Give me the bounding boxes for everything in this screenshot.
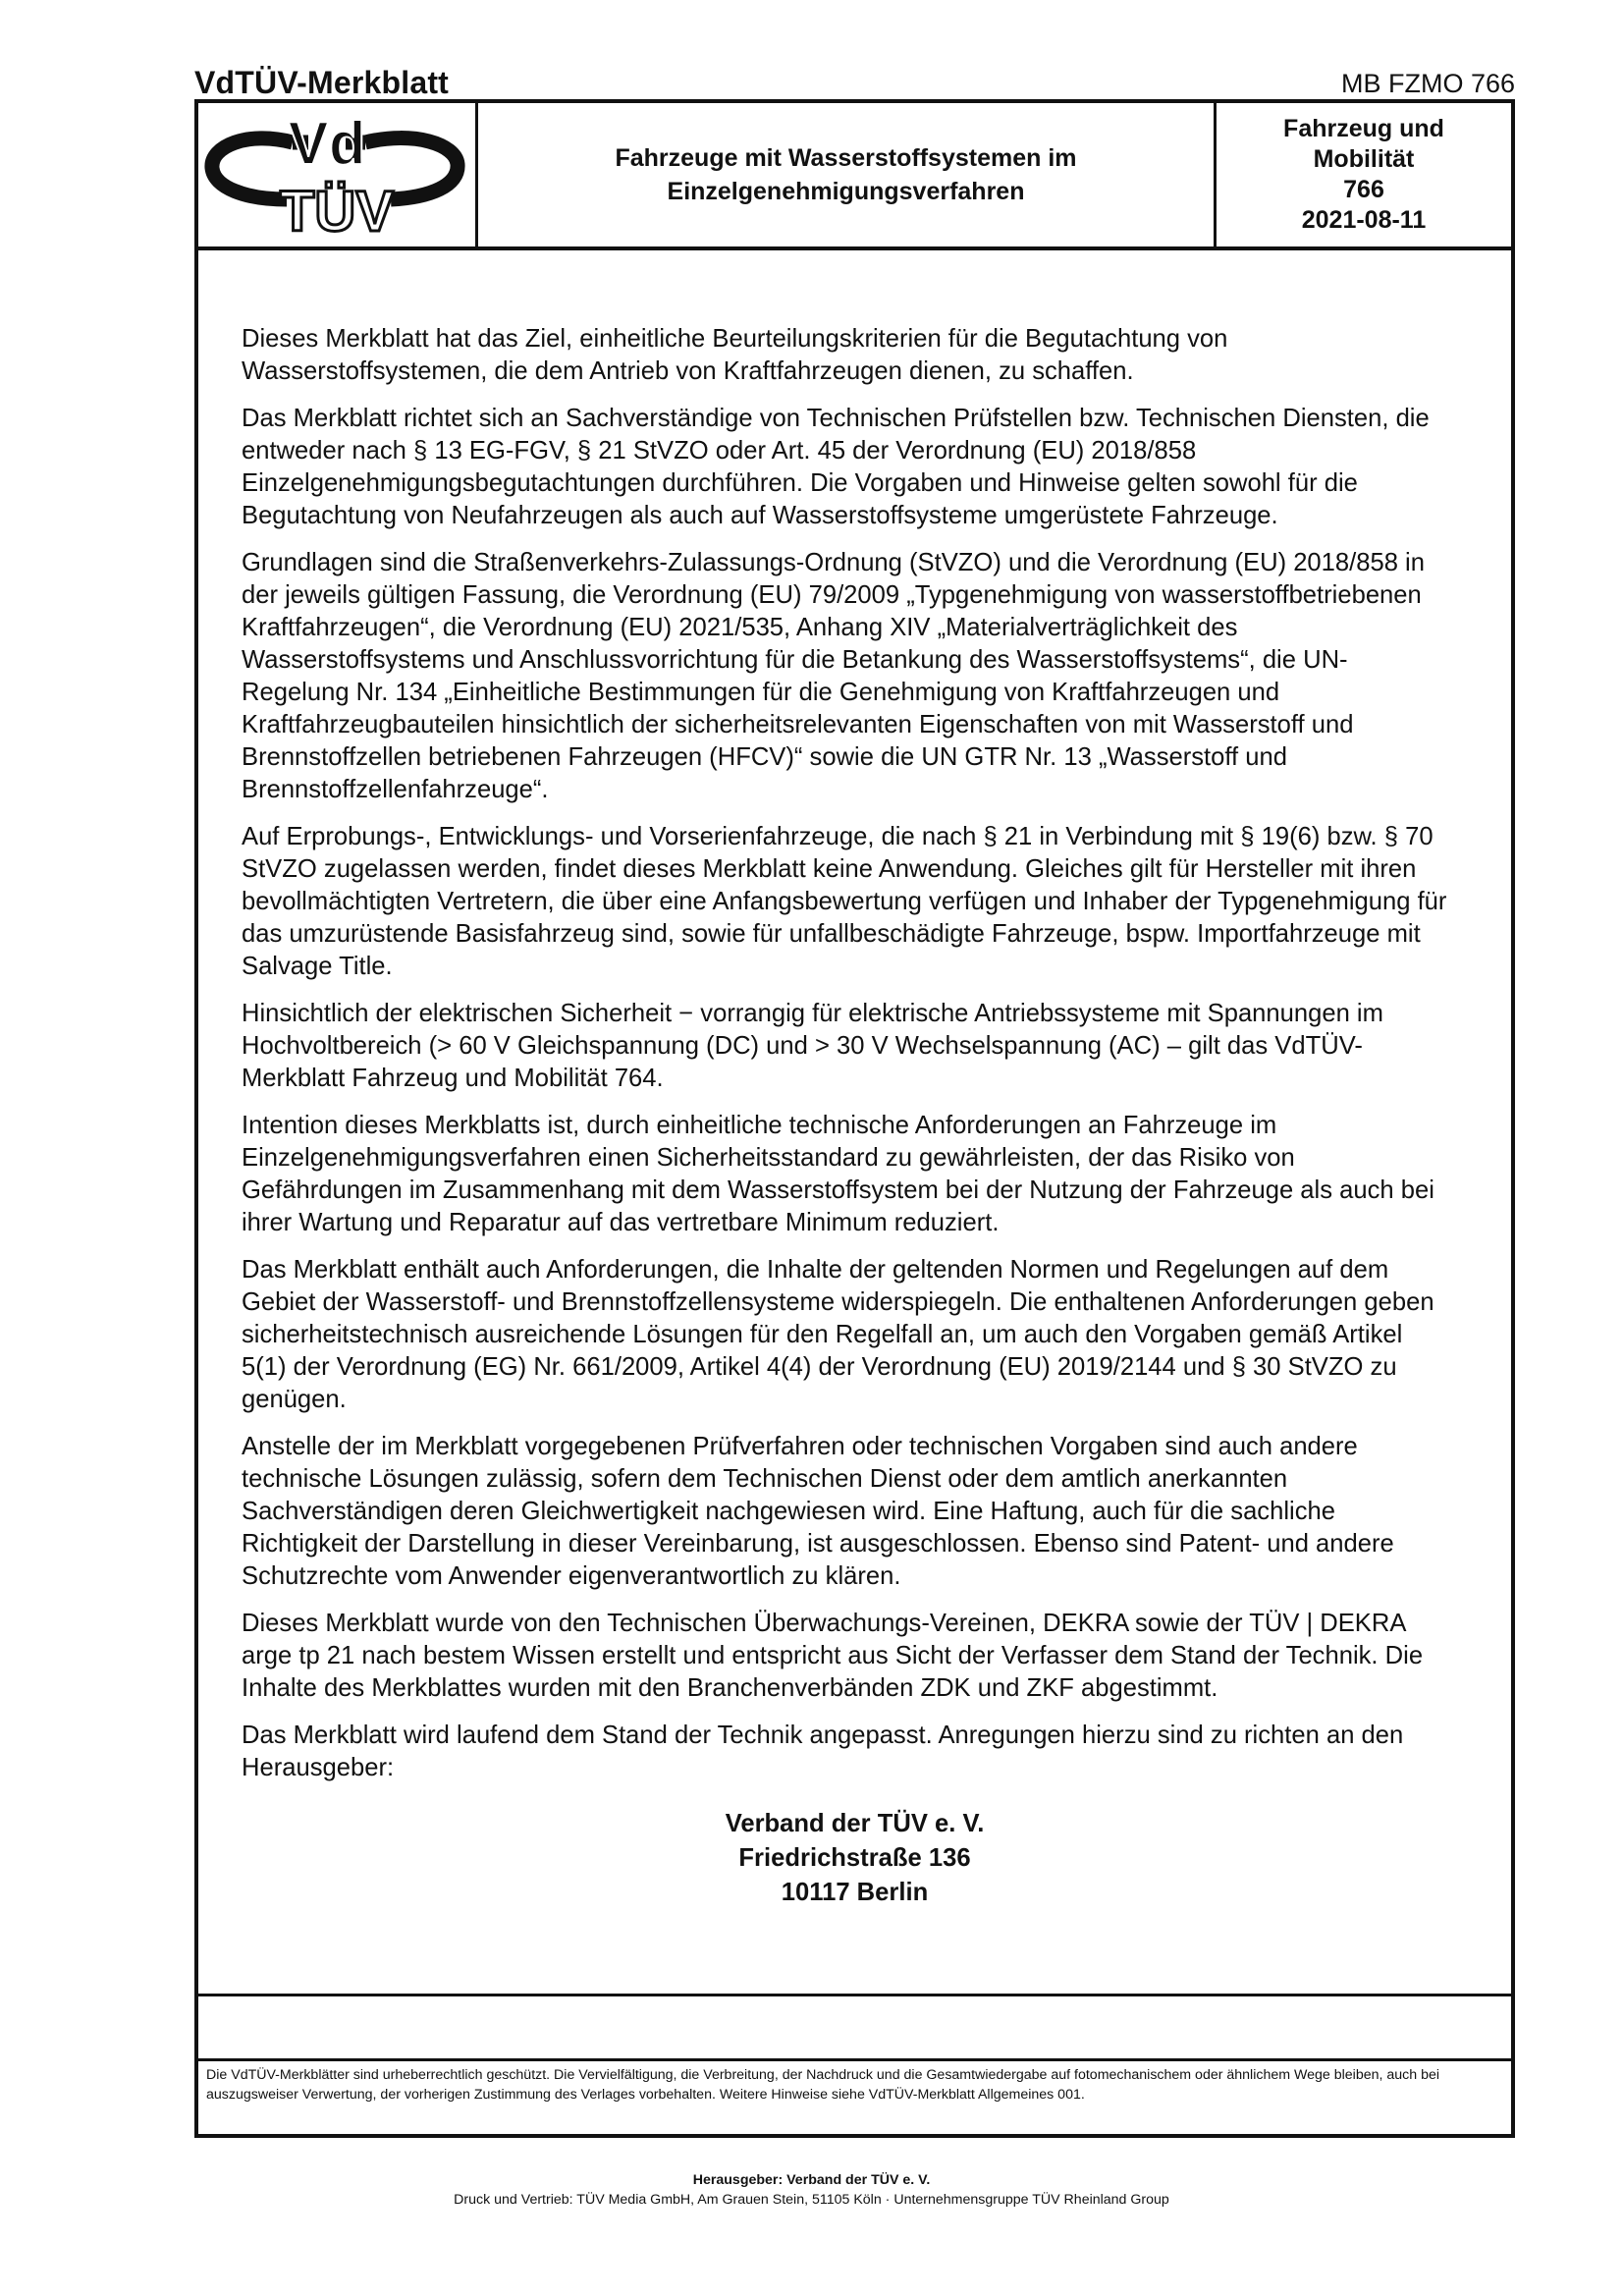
publisher-address bbox=[198, 1807, 1511, 1910]
logo-cell bbox=[198, 103, 478, 246]
paragraph: Dieses Merkblatt hat das Ziel, einheitliche Beurteilungskriterien für die Begutachtung von Wasserstoffsystemen, die dem Antrieb von Kraftfahrzeugen dienen, zu schaffen. bbox=[242, 325, 1228, 385]
divider bbox=[198, 2058, 1511, 2061]
address-city: 10117 Berlin bbox=[781, 1879, 929, 1906]
footer-printer: Druck und Vertrieb: TÜV Media GmbH, Am Grauen Stein, 51105 Köln · Unternehmensgruppe TÜV Rheinland Group bbox=[454, 2192, 1169, 2208]
meta-category-2: Mobilität bbox=[1313, 145, 1415, 173]
document-code: MB FZMO 766 bbox=[1340, 69, 1515, 98]
paragraph: Auf Erprobungs-, Entwicklungs- und Vorserienfahrzeuge, die nach § 21 in Verbindung mit § 19(6) bzw. § 70 StVZO zugelassen werden, findet dieses Merkblatt keine Anwendung. Gleiches gilt für Hersteller mit ihren bevollmächtigten Vertretern, die über eine Anfangsbewertung verfügen und Inhaber der Typgenehmigung für das umzurüstende Basisfahrzeug sind, sowie für unfallbeschädigte Fahrzeuge, bspw. Importfahrzeuge mit Salvage Title. bbox=[242, 823, 1447, 980]
footer-publisher: Herausgeber: Verband der TÜV e. V. bbox=[692, 2172, 931, 2188]
document-frame bbox=[194, 99, 1515, 2138]
logo-text-tuev: TÜV bbox=[280, 180, 394, 244]
meta-number: 766 bbox=[1343, 176, 1384, 203]
paragraph: Anstelle der im Merkblatt vorgegebenen Prüfverfahren oder technischen Vorgaben sind auch andere technische Lösungen zulässig, sofern dem Technischen Dienst oder dem amtlich anerkannten Sachverständigen deren Gleichwertigkeit nachgewiesen wird. Eine Haftung, auch für die sachliche Richtigkeit der Darstellung in dieser Vereinbarung, ist ausgeschlossen. Ebenso sind Patent- und andere Schutzrechte vom Anwender eigenverantwortlich zu klären. bbox=[242, 1433, 1394, 1590]
vdtuev-logo bbox=[198, 103, 475, 246]
title-line-2: Einzelgenehmigungsverfahren bbox=[667, 178, 1025, 205]
header-table bbox=[198, 103, 1511, 250]
paragraph: Grundlagen sind die Straßenverkehrs-Zulassungs-Ordnung (StVZO) und die Verordnung (EU) 2018/858 in der jeweils gültigen Fassung, die Verordnung (EU) 79/2009 „Typgenehmigung von wasserstoffbetriebenen Kraftfahrzeugen“, die Verordnung (EU) 2021/535, Anhang XIV „Materialverträglichkeit des Wasserstoffsystems und Anschlussvorrichtung für die Betankung des Wasserstoffsystems“, die UN-Regelung Nr. 134 „Einheitliche Bestimmungen für die Genehmigung von Kraftfahrzeugen und Kraftfahrzeugbauteilen hinsichtlich der sicherheitsrelevanten Eigenschaften von mit Wasserstoff und Brennstoffzellen betriebenen Fahrzeugen (HFCV)“ sowie die UN GTR Nr. 13 „Wasserstoff und Brennstoffzellenfahrzeuge“. bbox=[242, 549, 1425, 803]
divider bbox=[198, 1994, 1511, 1996]
paragraph: Das Merkblatt enthält auch Anforderungen, die Inhalte der geltenden Normen und Regelungen auf dem Gebiet der Wasserstoff- und Brennstoffzellensysteme widerspiegeln. Die enthaltenen Anforderungen geben sicherheitstechnisch ausreichende Lösungen für den Regelfall an, um auch den Vorgaben gemäß Artikel 5(1) der Verordnung (EG) Nr. 661/2009, Artikel 4(4) der Verordnung (EU) 2019/2144 und § 30 StVZO zu genügen. bbox=[242, 1256, 1434, 1413]
address-org: Verband der TÜV e. V. bbox=[725, 1810, 985, 1837]
logo-text-vd: Vd bbox=[288, 110, 366, 178]
paragraph: Hinsichtlich der elektrischen Sicherheit − vorrangig für elektrische Antriebssysteme mit Spannungen im Hochvoltbereich (> 60 V Gleichspannung (DC) und > 30 V Wechselspannung (AC) – gilt das VdTÜV-Merkblatt Fahrzeug und Mobilität 764. bbox=[242, 1000, 1383, 1092]
document-type: VdTÜV-Merkblatt bbox=[194, 65, 450, 100]
paragraph: Intention dieses Merkblatts ist, durch einheitliche technische Anforderungen an Fahrzeuge im Einzelgenehmigungsverfahren einen Sicherheitsstandard zu gewährleisten, der das Risiko von Gefährdungen im Zusammenhang mit dem Wasserstoffsystem bei der Nutzung der Fahrzeuge als auch bei ihrer Wartung und Reparatur auf das vertretbare Minimum reduziert. bbox=[242, 1112, 1434, 1236]
paragraph: Das Merkblatt wird laufend dem Stand der Technik angepasst. Anregungen hierzu sind zu richten an den Herausgeber: bbox=[242, 1722, 1404, 1781]
document-meta bbox=[1217, 103, 1511, 246]
address-street: Friedrichstraße 136 bbox=[738, 1844, 971, 1872]
paragraph: Dieses Merkblatt wurde von den Technischen Überwachungs-Vereinen, DEKRA sowie der TÜV | DEKRA arge tp 21 nach bestem Wissen erstellt und entspricht aus Sicht der Verfasser dem Stand der Technik. Die Inhalte des Merkblattes wurden mit den Branchenverbänden ZDK und ZKF abgestimmt. bbox=[242, 1610, 1424, 1702]
meta-date: 2021-08-11 bbox=[1301, 206, 1427, 234]
paragraph: Das Merkblatt richtet sich an Sachverständige von Technischen Prüfstellen bzw. Technischen Diensten, die entweder nach § 13 EG-FGV, § 21 StVZO oder Art. 45 der Verordnung (EU) 2018/858 Einzelgenehmigungsbegutachtungen durchführen. Die Vorgaben und Hinweise gelten sowohl für die Begutachtung von Neufahrzeugen als auch auf Wasserstoffsysteme umgerüstete Fahrzeuge. bbox=[242, 405, 1430, 529]
copyright-notice: Die VdTÜV-Merkblätter sind urheberrechtlich geschützt. Die Vervielfältigung, die Verbreitung, der Nachdruck und die Gesamtwiedergabe auf fotomechanischem oder ähnlichem Wege bleiben, auch bei auszugsweiser Verwertung, der vorherigen Zustimmung des Verlages vorbehalten. Weitere Hinweise siehe VdTÜV-Merkblatt Allgemeines 001. bbox=[206, 2067, 1440, 2103]
document-title bbox=[478, 103, 1217, 246]
body-text bbox=[242, 323, 1449, 1799]
meta-category-1: Fahrzeug und bbox=[1283, 115, 1444, 142]
title-line-1: Fahrzeuge mit Wasserstoffsystemen im bbox=[615, 144, 1077, 172]
